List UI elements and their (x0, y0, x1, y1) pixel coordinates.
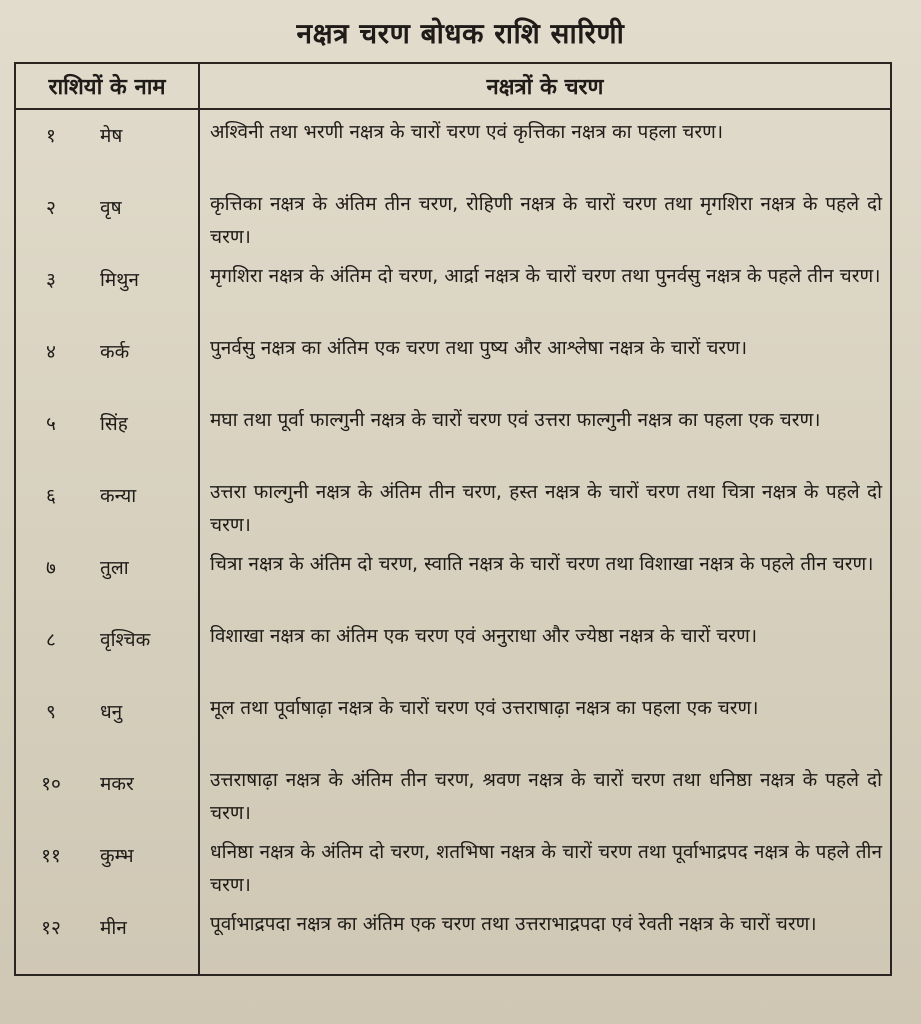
nakshatra-charan-text: पूर्वाभाद्रपदा नक्षत्र का अंतिम एक चरण तथा उत्तराभाद्रपदा एवं रेवती नक्षत्र के चारों चरण। (210, 913, 817, 935)
nakshatra-cell (199, 326, 891, 398)
rashi-number: ५ (46, 413, 56, 435)
nakshatra-charan-text: अश्विनी तथा भरणी नक्षत्र के चारों चरण एवं कृत्तिका नक्षत्र का पहला चरण। (210, 121, 724, 143)
nakshatra-cell (199, 109, 891, 182)
nakshatra-charan-text: उत्तराषाढ़ा नक्षत्र के अंतिम तीन चरण, श्रवण नक्षत्र के चारों चरण तथा धनिष्ठा नक्षत्र के पहले दो चरण। (210, 769, 882, 824)
table-row (15, 470, 891, 542)
rashi-cell (15, 758, 199, 830)
table-row (15, 614, 891, 686)
rashi-cell (15, 326, 199, 398)
rashi-name: वृष (100, 197, 122, 219)
table-row (15, 326, 891, 398)
rashi-cell (15, 109, 199, 182)
rashi-cell (15, 254, 199, 326)
rashi-cell (15, 398, 199, 470)
rashi-cell (15, 830, 199, 902)
table-row (15, 686, 891, 758)
header-row (15, 63, 891, 109)
rashi-name: धनु (100, 701, 123, 723)
nakshatra-cell (199, 398, 891, 470)
nakshatra-cell (199, 902, 891, 975)
table-row (15, 254, 891, 326)
nakshatra-charan-text: उत्तरा फाल्गुनी नक्षत्र के अंतिम तीन चरण, हस्त नक्षत्र के चारों चरण तथा चित्रा नक्षत्र के पहले दो चरण। (210, 481, 882, 536)
rashi-number: ९ (46, 701, 56, 723)
nakshatra-column-header: नक्षत्रों के चरण (199, 63, 891, 109)
rashi-name: तुला (100, 557, 129, 579)
nakshatra-cell (199, 182, 891, 254)
rashi-column-header: राशियों के नाम (15, 63, 199, 109)
rashi-name: मीन (100, 917, 127, 939)
nakshatra-charan-table (14, 62, 892, 976)
table-row (15, 182, 891, 254)
table-row (15, 542, 891, 614)
rashi-cell (15, 182, 199, 254)
table-row (15, 758, 891, 830)
nakshatra-charan-text: मघा तथा पूर्वा फाल्गुनी नक्षत्र के चारों चरण एवं उत्तरा फाल्गुनी नक्षत्र का पहला एक चरण। (210, 409, 821, 431)
nakshatra-charan-text: कृत्तिका नक्षत्र के अंतिम तीन चरण, रोहिणी नक्षत्र के चारों चरण तथा मृगशिरा नक्षत्र के पहले दो चरण। (210, 193, 882, 248)
rashi-name: कन्या (100, 485, 137, 507)
rashi-name: मेष (100, 125, 123, 147)
table-row (15, 109, 891, 182)
rashi-number: ३ (46, 269, 56, 291)
rashi-number: ४ (46, 341, 56, 363)
rashi-number: ११ (41, 845, 61, 867)
nakshatra-charan-text: मृगशिरा नक्षत्र के अंतिम दो चरण, आर्द्रा नक्षत्र के चारों चरण तथा पुनर्वसु नक्षत्र के पहले तीन चरण। (210, 265, 881, 287)
table-row (15, 830, 891, 902)
rashi-number: ६ (46, 485, 56, 507)
rashi-number: २ (46, 197, 56, 219)
rashi-cell (15, 470, 199, 542)
rashi-name: कुम्भ (100, 845, 134, 867)
nakshatra-cell (199, 254, 891, 326)
rashi-name: सिंह (100, 413, 128, 435)
nakshatra-charan-text: धनिष्ठा नक्षत्र के अंतिम दो चरण, शतभिषा नक्षत्र के चारों चरण तथा पूर्वाभाद्रपद नक्षत्र के पहले तीन चरण। (210, 841, 882, 896)
nakshatra-cell (199, 830, 891, 902)
nakshatra-cell (199, 758, 891, 830)
table-row (15, 398, 891, 470)
rashi-number: १० (41, 773, 61, 795)
nakshatra-cell (199, 686, 891, 758)
nakshatra-cell (199, 614, 891, 686)
page-title: नक्षत्र चरण बोधक राशि सारिणी (296, 17, 625, 50)
rashi-cell (15, 686, 199, 758)
rashi-name: मकर (100, 773, 134, 795)
nakshatra-cell (199, 542, 891, 614)
rashi-cell (15, 542, 199, 614)
nakshatra-charan-text: विशाखा नक्षत्र का अंतिम एक चरण एवं अनुराधा और ज्येष्ठा नक्षत्र के चारों चरण। (210, 625, 758, 647)
rashi-cell (15, 614, 199, 686)
rashi-name: कर्क (100, 341, 130, 363)
nakshatra-cell (199, 470, 891, 542)
rashi-cell (15, 902, 199, 975)
nakshatra-charan-text: चित्रा नक्षत्र के अंतिम दो चरण, स्वाति नक्षत्र के चारों चरण तथा विशाखा नक्षत्र के पहले तीन चरण। (210, 553, 874, 575)
nakshatra-charan-text: मूल तथा पूर्वाषाढ़ा नक्षत्र के चारों चरण एवं उत्तराषाढ़ा नक्षत्र का पहला एक चरण। (210, 697, 759, 719)
rashi-number: १ (46, 125, 56, 147)
table-body (15, 109, 891, 975)
rashi-number: १२ (41, 917, 61, 939)
table-row (15, 902, 891, 975)
nakshatra-charan-text: पुनर्वसु नक्षत्र का अंतिम एक चरण तथा पुष्य और आश्लेषा नक्षत्र के चारों चरण। (210, 337, 748, 359)
rashi-name: वृश्चिक (100, 629, 151, 651)
rashi-number: ८ (46, 629, 56, 651)
rashi-name: मिथुन (100, 269, 139, 291)
rashi-number: ७ (46, 557, 56, 579)
